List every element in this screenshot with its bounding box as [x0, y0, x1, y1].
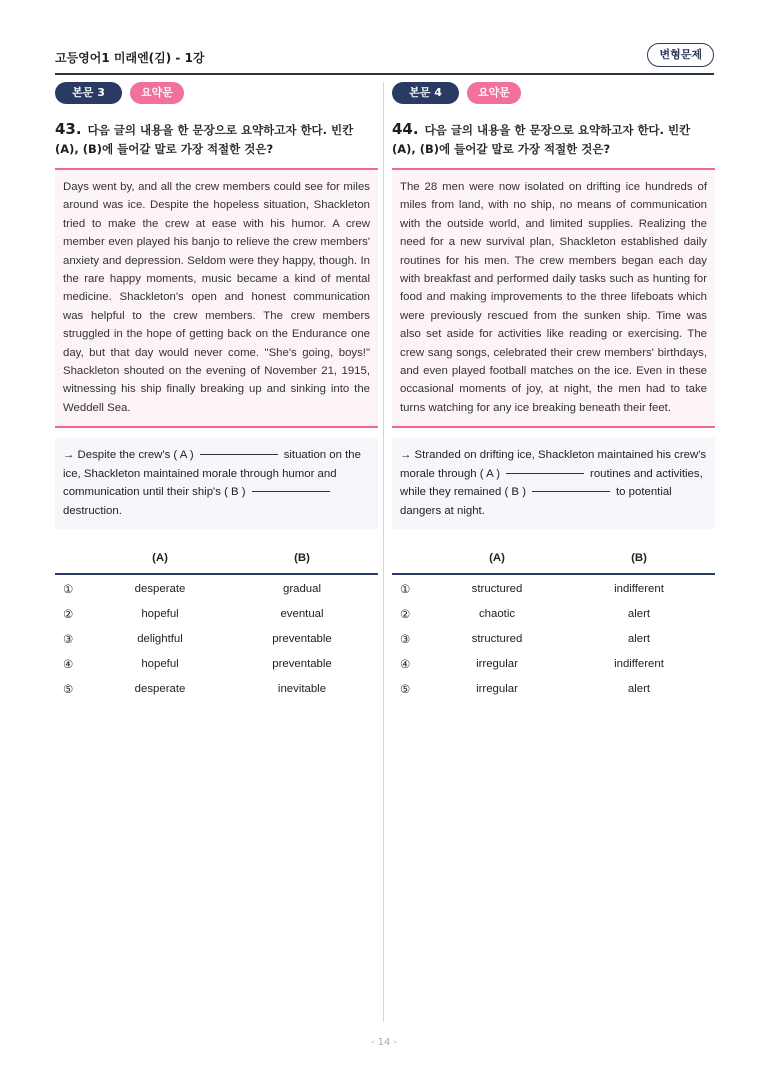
question-text: 다음 글의 내용을 한 문장으로 요약하고자 한다. 빈칸 (A), (B)에 들어갈 말로 가장 적절한 것은? [55, 123, 354, 156]
choice-a: hopeful [141, 608, 179, 621]
reading-passage: Days went by, and all the crew members could see for miles around was ice. Despite the hopeless situation, Shackleton tried to make the crew at ease with his humor. A crew member even played his banjo to relieve the crew members' anxiety and depression. Seldom were they happy, though. In the rare happy moments, music became a kind of mental medicine. Shackleton's open and honest communication was helpful to the crew members. The crew members struggled in the hope of getting back on the Endurance one day, but that day would never come. "She's going, boys!" Shackleton shouted on the evening of November 21, 1915, witnessing his ship finally breaking up and sinking into the Weddell Sea. [55, 168, 378, 428]
question-43-column [55, 82, 378, 702]
choice-a: hopeful [141, 658, 179, 671]
summary-sentence [392, 438, 715, 529]
choices-header-spacer [392, 547, 431, 574]
choices-header-spacer [55, 547, 94, 574]
question-tags [392, 82, 715, 104]
summary-part-2: routines and activities, while they remained ( B ) [400, 467, 703, 499]
question-44-column [392, 82, 715, 702]
choice-number: ② [63, 609, 74, 622]
blank-a [200, 454, 278, 455]
choice-row-1[interactable] [392, 574, 715, 602]
choice-number: ① [63, 584, 74, 597]
choice-b: alert [627, 608, 651, 621]
blank-b [252, 491, 330, 492]
choice-b: inevitable [277, 683, 327, 696]
summary-part-1: → Despite the crew's ( A ) [63, 449, 194, 462]
choice-b: alert [627, 683, 651, 696]
choice-number: ③ [63, 634, 74, 647]
question-text: 다음 글의 내용을 한 문장으로 요약하고자 한다. 빈칸 (A), (B)에 들어갈 말로 가장 적절한 것은? [392, 123, 691, 156]
answer-choices-table [392, 547, 715, 702]
choice-number: ① [400, 584, 411, 597]
choice-a: structured [471, 583, 523, 596]
question-type-tag: 요약문 [130, 82, 184, 104]
question-type-badge: 변형문제 [647, 43, 714, 67]
page-header [55, 46, 714, 74]
header-divider [55, 73, 714, 75]
column-a-header: (A) [431, 547, 563, 574]
page-number: - 14 - [370, 1037, 398, 1048]
choice-b: alert [627, 633, 651, 646]
question-type-tag: 요약문 [467, 82, 521, 104]
choice-b: eventual [280, 608, 324, 621]
choice-b: preventable [272, 658, 332, 671]
choice-a: desperate [134, 683, 186, 696]
choice-row-4[interactable] [55, 652, 378, 677]
choice-row-2[interactable] [392, 602, 715, 627]
summary-part-1: → Stranded on drifting ice, Shackleton maintained his crew's morale through ( A ) [400, 449, 707, 480]
choice-b: indifferent [614, 583, 664, 596]
choice-a: desperate [134, 583, 186, 596]
choice-number: ④ [63, 659, 74, 672]
passage-tag: 본문 3 [55, 82, 122, 104]
choice-number: ③ [400, 634, 411, 647]
choice-row-3[interactable] [55, 627, 378, 652]
blank-a [506, 473, 584, 474]
choice-row-5[interactable] [55, 677, 378, 702]
choice-a: structured [471, 633, 523, 646]
choices-header-row [55, 547, 378, 574]
answer-choices-table [55, 547, 378, 702]
choice-number: ⑤ [63, 684, 74, 697]
choice-row-1[interactable] [55, 574, 378, 602]
choice-row-2[interactable] [55, 602, 378, 627]
question-prompt [392, 120, 715, 159]
column-b-header: (B) [226, 547, 378, 574]
reading-passage: The 28 men were now isolated on drifting ice hundreds of miles from land, with no ship, no means of communication with the outside world, and limited supplies. Realizing the need for a new survival plan, Shackleton established daily routines for his men. The crew members began each day with breakfast and performed daily tasks such as hunting for food and making improvements to the three lifeboats which were previously rescued from the sunken ship. Time was also set aside for activities like reading or exercising. The crew sang songs, celebrated their crew members' birthdays, and even played football matches on the ice. Even in these occasional moments of joy, at night, the men had to take turns watching for any ice breaking beneath their feet. [392, 168, 715, 428]
choice-b: gradual [283, 583, 321, 596]
question-prompt [55, 120, 378, 159]
blank-b [532, 491, 610, 492]
question-tags [55, 82, 378, 104]
summary-part-3: destruction. [63, 504, 122, 517]
summary-part-2: situation on the ice, Shackleton maintained morale through humor and communication until their ship's ( B ) [63, 449, 361, 499]
choice-row-5[interactable] [392, 677, 715, 702]
passage-tag: 본문 4 [392, 82, 459, 104]
question-number: 44. [392, 120, 419, 138]
column-a-header: (A) [94, 547, 226, 574]
summary-sentence [55, 438, 378, 529]
document-title: 고등영어1 미래엔(김) - 1강 [55, 51, 205, 65]
choice-a: irregular [476, 658, 518, 671]
choice-row-4[interactable] [392, 652, 715, 677]
choice-number: ⑤ [400, 684, 411, 697]
choice-b: indifferent [614, 658, 664, 671]
choice-a: chaotic [478, 608, 516, 621]
column-divider [383, 82, 384, 1022]
question-number: 43. [55, 120, 82, 138]
choice-a: delightful [137, 633, 183, 646]
choice-number: ④ [400, 659, 411, 672]
choices-header-row [392, 547, 715, 574]
choice-row-3[interactable] [392, 627, 715, 652]
choice-number: ② [400, 609, 411, 622]
column-b-header: (B) [563, 547, 715, 574]
summary-part-3: to potential dangers at night. [400, 486, 672, 517]
choice-b: preventable [272, 633, 332, 646]
choice-a: irregular [476, 683, 518, 696]
